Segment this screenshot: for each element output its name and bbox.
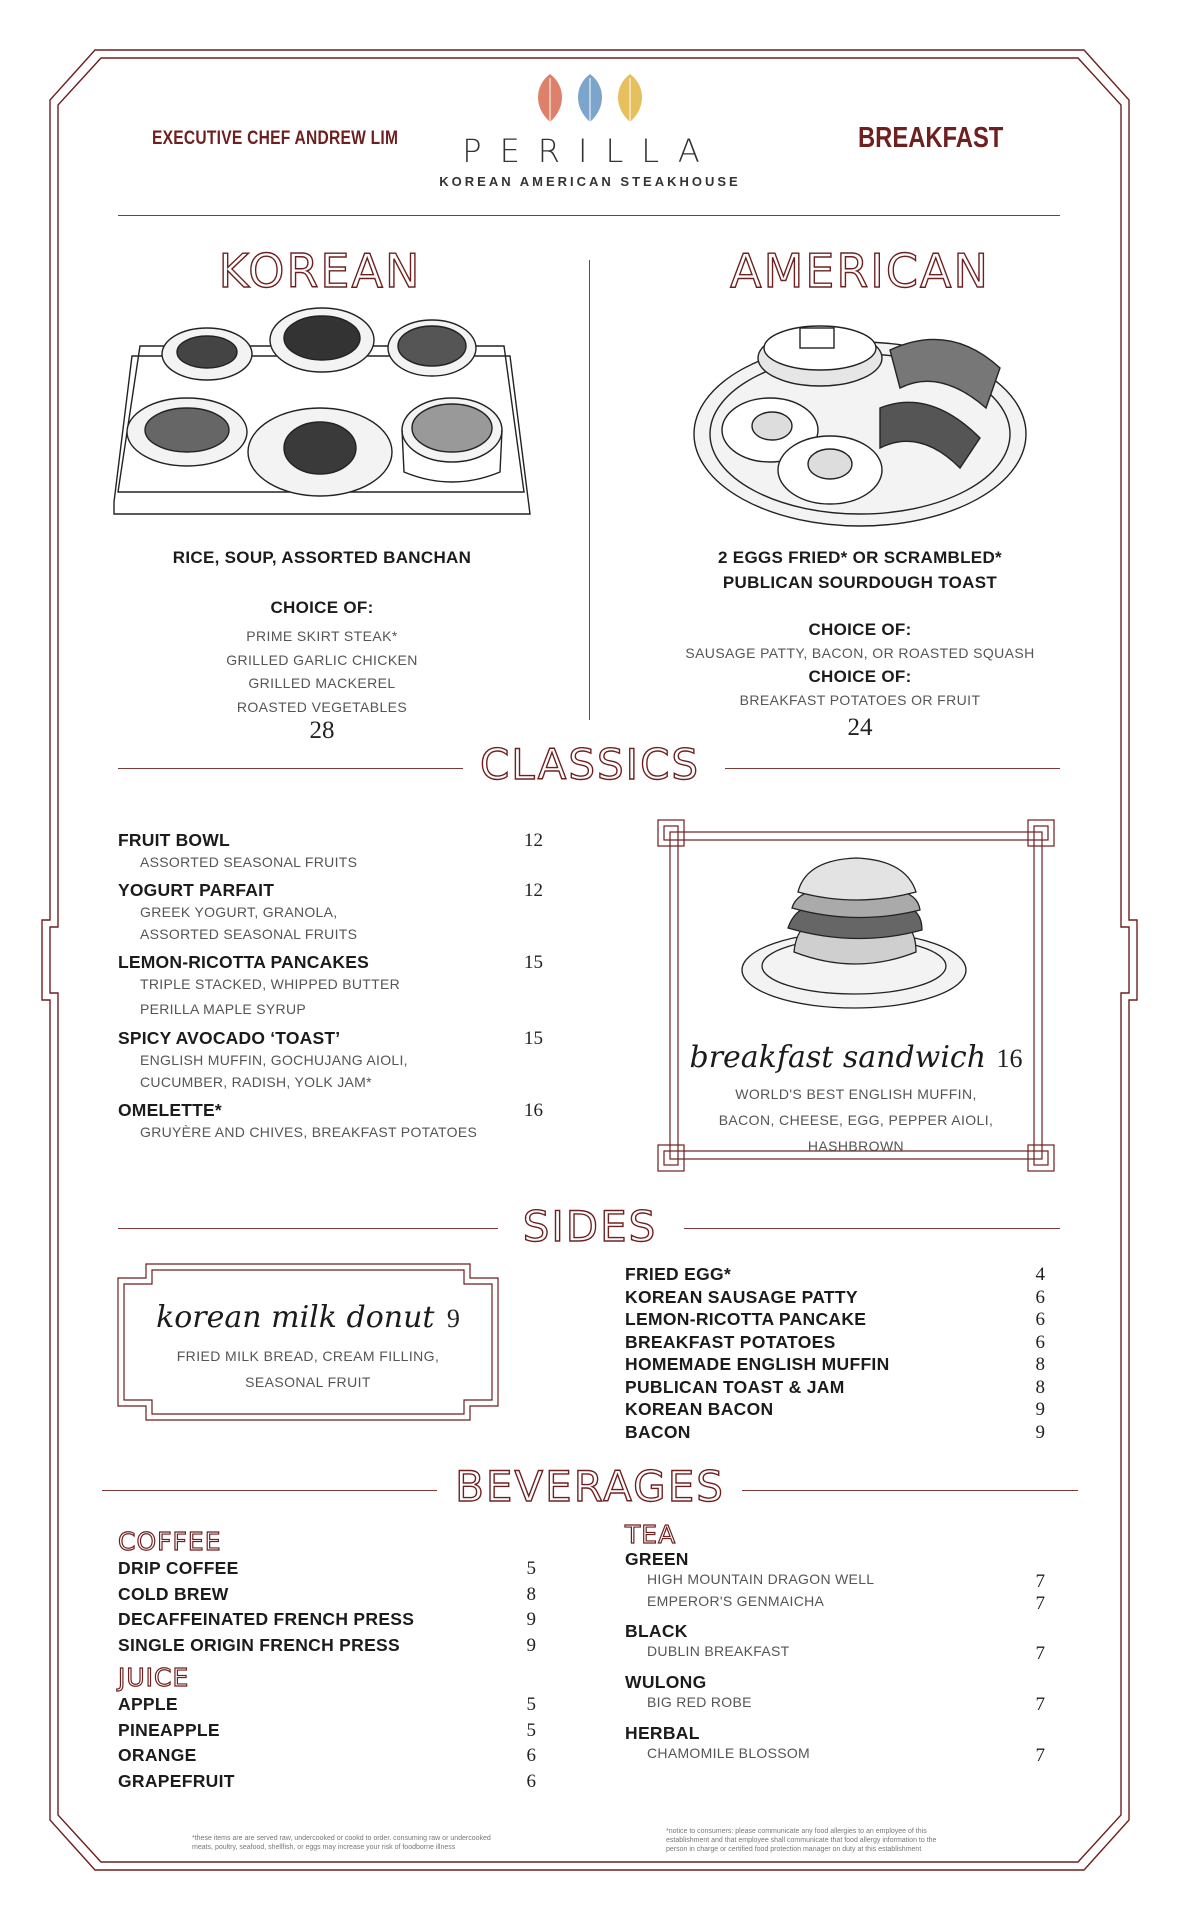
juice-title: JUICE [118,1663,190,1692]
bev-price: 9 [526,1634,536,1656]
list-item [118,1558,536,1584]
bev-name: APPLE [118,1694,178,1714]
tea-group-name: HERBAL [625,1723,700,1743]
item-price: 12 [524,830,543,851]
side-name: HOMEMADE ENGLISH MUFFIN [625,1354,890,1374]
side-name: LEMON-RICOTTA PANCAKE [625,1309,867,1329]
tea-price: 7 [1035,1694,1045,1715]
tea-group [625,1549,1045,1571]
tea-name: HIGH MOUNTAIN DRAGON WELL [647,1571,875,1587]
menu-item [118,952,543,1020]
side-name: PUBLICAN TOAST & JAM [625,1376,845,1397]
item-name: LEMON-RICOTTA PANCAKES [118,952,370,972]
list-item [625,1264,1045,1287]
bev-name: PINEAPPLE [118,1719,220,1740]
list-item [118,1694,536,1720]
feature-desc: HASHBROWN [807,1138,905,1154]
side-name: KOREAN BACON [625,1399,774,1419]
tea-group-name: BLACK [625,1621,688,1641]
american-choice-label: CHOICE OF: [808,667,912,686]
list-item [625,1593,1045,1621]
list-item [118,1584,536,1610]
item-desc: ENGLISH MUFFIN, GOCHUJANG AIOLI, [140,1052,408,1068]
coffee-title: COFFEE [118,1527,222,1556]
side-price: 9 [1035,1421,1045,1443]
tea-price: 7 [1035,1643,1045,1664]
bev-price: 5 [526,1694,536,1715]
side-name: BREAKFAST POTATOES [625,1331,836,1352]
footnote-line: establishment and that employee shall communicate that food allergy information to the [666,1837,937,1844]
side-price: 8 [1035,1376,1045,1398]
side-name: FRIED EGG* [625,1264,732,1284]
item-price: 15 [524,1028,543,1049]
list-item [118,1609,536,1635]
bev-price: 6 [526,1745,536,1766]
list-item [118,1771,536,1797]
coffee-section [118,1527,536,1796]
american-choice: BREAKFAST POTATOES OR FRUIT [739,692,981,708]
american-includes: PUBLICAN SOURDOUGH TOAST [722,573,998,592]
american-price: 24 [847,714,873,741]
korean-choice: PRIME SKIRT STEAK* [246,628,398,644]
item-price: 15 [524,952,543,973]
side-price: 8 [1035,1354,1045,1375]
tea-name: CHAMOMILE BLOSSOM [647,1745,811,1761]
tea-group [625,1672,1045,1694]
donut-desc: SEASONAL FRUIT [245,1374,371,1390]
divider [742,1490,1078,1491]
list-item [625,1309,1045,1332]
tea-title: TEA [625,1520,677,1549]
american-includes: 2 EGGS FRIED* OR SCRAMBLED* [718,548,1002,567]
feature-title [680,1040,1032,1075]
beverages-title: BEVERAGES [455,1462,725,1511]
item-desc: CUCUMBER, RADISH, YOLK JAM* [140,1074,372,1090]
feature-price: 16 [996,1044,1023,1073]
item-name: YOGURT PARFAIT [118,880,275,900]
tea-group-name: WULONG [625,1672,707,1692]
bev-name: SINGLE ORIGIN FRENCH PRESS [118,1634,400,1655]
footnote-line: meats, poultry, seafood, shellfish, or eggs may increase your risk of foodborne illness [192,1844,456,1851]
donut-title [130,1300,486,1335]
item-name: SPICY AVOCADO ‘TOAST’ [118,1028,341,1048]
bev-price: 6 [526,1770,536,1792]
sides-list [625,1264,1045,1444]
side-name: BACON [625,1421,691,1442]
donut-name: korean milk donut [156,1300,435,1335]
chef-credit: EXECUTIVE CHEF ANDREW LIM [152,128,399,149]
list-item [625,1399,1045,1422]
feature-name: breakfast sandwich [689,1040,987,1075]
meal-title: BREAKFAST [858,122,1004,154]
donut-desc: FRIED MILK BREAD, CREAM FILLING, [176,1348,440,1364]
side-name: KOREAN SAUSAGE PATTY [625,1286,858,1307]
leaf-logo-icon [528,72,653,124]
footnote-line: *these items are are served raw, undercooked or cookd to order. consuming raw or undercooked [192,1835,491,1842]
divider [118,215,1060,216]
bev-price: 5 [526,1719,536,1741]
divider [725,768,1060,769]
korean-choice: GRILLED GARLIC CHICKEN [226,651,418,668]
list-item [118,1720,536,1746]
item-price: 16 [524,1100,543,1121]
item-price: 12 [524,880,543,901]
korean-choice-label: CHOICE OF: [270,598,374,617]
divider [118,768,463,769]
menu-item [118,1028,543,1093]
column-divider [589,260,590,720]
bev-name: COLD BREW [118,1583,229,1604]
feature-desc: BACON, CHEESE, EGG, PEPPER AIOLI, [718,1112,994,1128]
korean-price: 28 [309,717,335,744]
sides-title: SIDES [522,1202,658,1251]
tea-price: 7 [1035,1571,1045,1592]
american-title: AMERICAN [730,244,990,298]
tea-section [625,1520,1045,1767]
item-desc: PERILLA MAPLE SYRUP [140,1001,306,1017]
donut-price: 9 [446,1304,460,1333]
korean-title: KOREAN [218,244,422,298]
bev-price: 8 [526,1583,536,1605]
divider [118,1228,498,1229]
list-item [625,1332,1045,1355]
tea-price: 7 [1035,1593,1045,1614]
bev-name: GRAPEFRUIT [118,1770,235,1791]
tea-group [625,1621,1045,1643]
bev-name: ORANGE [118,1745,197,1765]
american-choice-label: CHOICE OF: [808,620,912,639]
list-item [625,1287,1045,1310]
divider [102,1490,437,1491]
list-item [625,1745,1045,1767]
bev-name: DRIP COFFEE [118,1558,239,1578]
tea-group-name: GREEN [625,1549,689,1569]
brand-name: PERILLA [462,132,718,170]
sandwich-illustration [736,852,974,1012]
footnote-line: *notice to consumers: please communicate any food allergies to an employee of this [666,1828,927,1835]
item-desc: ASSORTED SEASONAL FRUITS [140,926,358,942]
american-choice: SAUSAGE PATTY, BACON, OR ROASTED SQUASH [685,645,1035,661]
list-item [625,1377,1045,1400]
item-name: OMELETTE* [118,1100,222,1120]
side-price: 6 [1035,1309,1045,1330]
item-name: FRUIT BOWL [118,830,230,850]
footnote-raw [192,1834,582,1852]
side-price: 4 [1035,1264,1045,1285]
feature-desc: WORLD'S BEST ENGLISH MUFFIN, [735,1086,977,1102]
item-desc: GRUYÈRE AND CHIVES, BREAKFAST POTATOES [140,1124,478,1140]
menu-item [118,880,543,945]
tea-price: 7 [1035,1745,1045,1766]
list-item [625,1571,1045,1593]
list-item [118,1635,536,1661]
tea-name: EMPEROR'S GENMAICHA [647,1593,825,1609]
tea-name: DUBLIN BREAKFAST [647,1643,790,1659]
list-item [625,1422,1045,1445]
side-price: 6 [1035,1286,1045,1308]
footnote-allergy [666,1827,1016,1854]
footnote-line: person in charge or certified food protection manager on duty at this establishment [666,1846,922,1853]
brand-tagline: KOREAN AMERICAN STEAKHOUSE [439,174,741,189]
korean-choice: ROASTED VEGETABLES [236,698,408,715]
korean-tray-illustration [112,302,532,542]
divider [684,1228,1060,1229]
american-plate-illustration [690,298,1030,534]
bev-name: DECAFFEINATED FRENCH PRESS [118,1609,415,1629]
bev-price: 9 [526,1609,536,1630]
donut-card-frame [116,1262,500,1422]
menu-item [118,830,543,873]
bev-price: 5 [526,1558,536,1579]
korean-choice: GRILLED MACKEREL [248,675,396,691]
tea-group [625,1723,1045,1745]
korean-includes: RICE, SOUP, ASSORTED BANCHAN [172,548,472,567]
side-price: 6 [1035,1331,1045,1353]
item-desc: TRIPLE STACKED, WHIPPED BUTTER [140,976,400,992]
item-desc: GREEK YOGURT, GRANOLA, [140,904,338,920]
list-item [625,1694,1045,1723]
side-price: 9 [1035,1399,1045,1420]
list-item [625,1354,1045,1377]
classics-title: CLASSICS [479,740,701,789]
list-item [625,1643,1045,1672]
list-item [118,1745,536,1771]
item-desc: ASSORTED SEASONAL FRUITS [140,854,358,870]
tea-name: BIG RED ROBE [647,1694,752,1710]
menu-item [118,1100,543,1143]
